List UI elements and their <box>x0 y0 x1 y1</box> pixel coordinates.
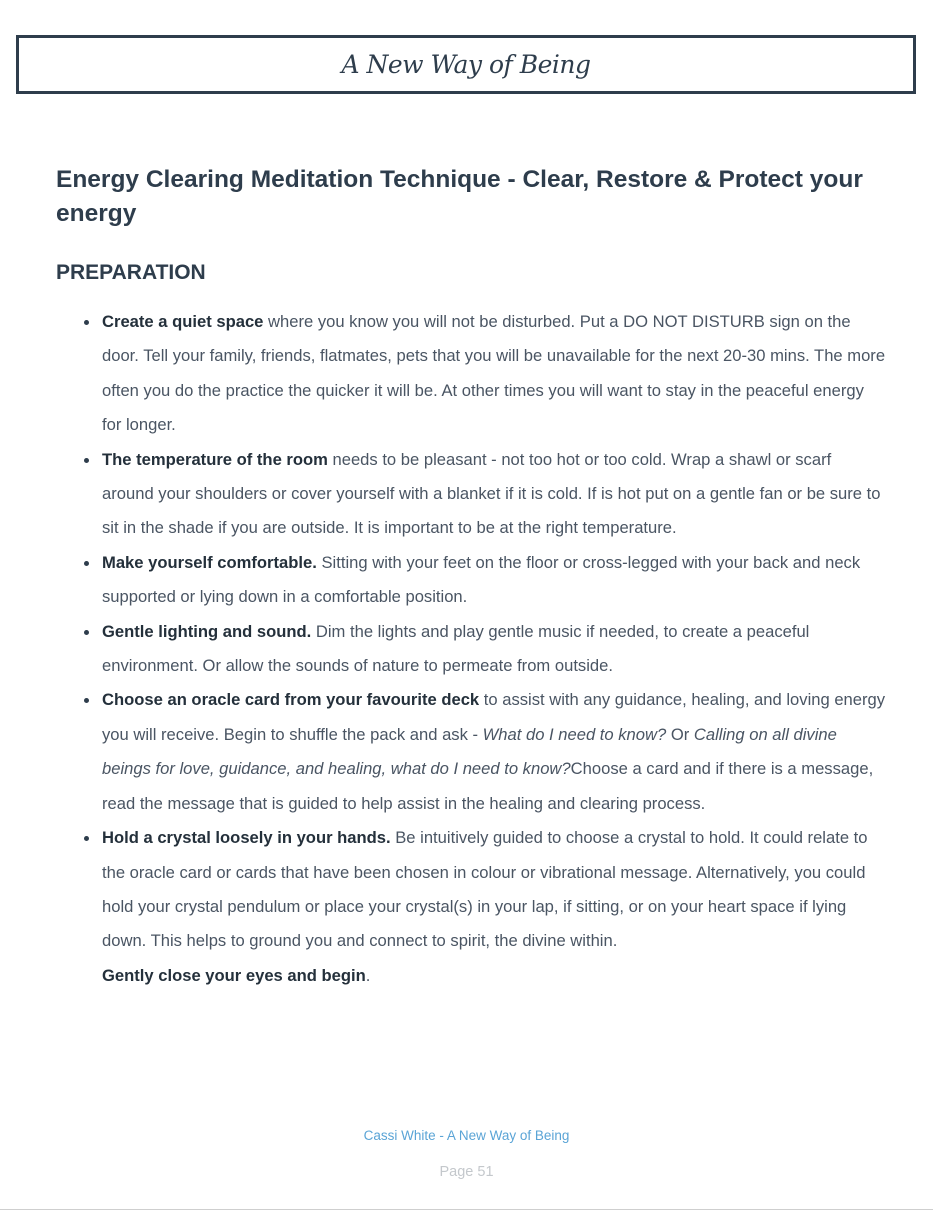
page-bottom-divider <box>0 1209 933 1210</box>
closing-lead: Gently close your eyes and begin <box>102 965 366 985</box>
preparation-list <box>102 305 887 993</box>
item-lead: The temperature of the room <box>102 449 328 469</box>
item-lead: Hold a crystal loosely in your hands. <box>102 828 391 848</box>
item-lead: Choose an oracle card from your favourite deck <box>102 690 480 710</box>
list-item <box>102 615 887 684</box>
item-text: where you know you will not be disturbed. Put a DO NOT DISTURB sign on the door. Tell your family, friends, flatmates, pets that you will be unavailable for the next 20-30 mins. The more often you do the practice the quicker it will be. At other times you will want to stay in the peaceful energy for longer. <box>102 312 886 435</box>
item-text: to assist with any guidance, healing, and loving energy you will receive. Begin to shuffle the pack and ask - <box>102 690 886 744</box>
list-item <box>102 821 887 959</box>
item-text: Be intuitively guided to choose a crystal to hold. It could relate to the oracle card or cards that have been chosen in colour or vibrational message. Alternatively, you could hold your crystal pendulum or place your crystal(s) in your lap, if sitting, or on your heart space if lying down. This helps to ground you and connect to spirit, the divine within. <box>102 828 868 951</box>
list-item <box>102 305 887 443</box>
item-text: Dim the lights and play gentle music if needed, to create a peaceful environment. Or allow the sounds of nature to permeate from outside. <box>102 621 810 676</box>
closing-line <box>102 959 887 993</box>
section-heading: PREPARATION <box>56 261 206 284</box>
item-text: Sitting with your feet on the floor or cross-legged with your back and neck supported or lying down in a comfortable position. <box>102 552 861 607</box>
item-lead: Gentle lighting and sound. <box>102 621 312 641</box>
list-item <box>102 683 887 821</box>
footer-author: Cassi White - A New Way of Being <box>363 1128 570 1143</box>
item-italic-question: What do I need to know? <box>482 724 667 744</box>
page-number: Page 51 <box>439 1164 494 1180</box>
item-italic-invocation: Calling on all divine beings for love, guidance, and healing, what do I need to know? <box>102 724 837 779</box>
document-title: Energy Clearing Meditation Technique - Clear, Restore & Protect your energy <box>56 166 863 227</box>
item-text: Or <box>666 724 694 744</box>
item-text: Choose a card and if there is a message, read the message that is guided to help assist in the healing and clearing process. <box>102 759 874 813</box>
item-text: needs to be pleasant - not too hot or too cold. Wrap a shawl or scarf around your shoulders or cover yourself with a blanket if it is cold. If is hot put on a gentle fan or be sure to sit in the shade if you are outside. It is important to be at the right temperature. <box>102 449 881 538</box>
item-lead: Make yourself comfortable. <box>102 552 317 572</box>
closing-text: . <box>365 965 371 985</box>
list-item <box>102 443 887 546</box>
header-banner <box>16 35 916 94</box>
list-item <box>102 546 887 615</box>
item-lead: Create a quiet space <box>102 312 264 331</box>
header-title: A New Way of Being <box>341 50 591 79</box>
